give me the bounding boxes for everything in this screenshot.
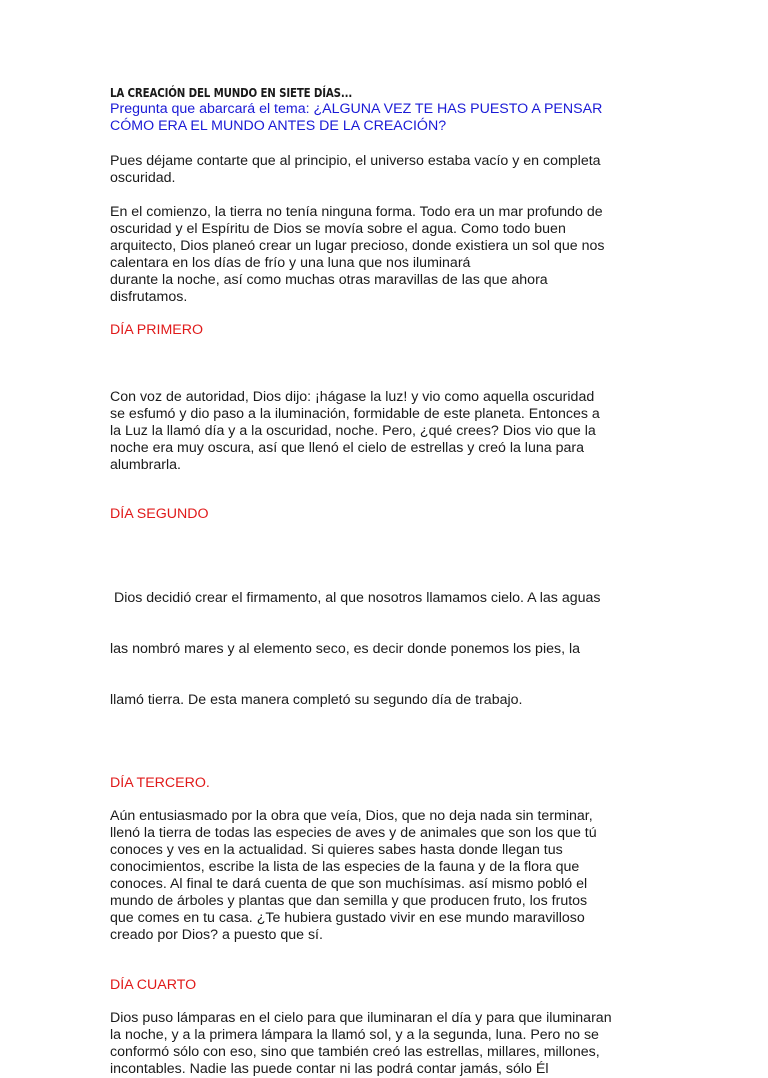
beginning-paragraph xyxy=(110,204,670,306)
text-line: En el comienzo, la tierra no tenía ninguna forma. Todo era un mar profundo de xyxy=(110,204,603,220)
day2-paragraph xyxy=(110,556,670,743)
text-line: arquitecto, Dios planeó crear un lugar precioso, donde existiera un sol que nos xyxy=(110,238,605,254)
document-page xyxy=(110,84,670,1078)
text-line: disfrutamos. xyxy=(110,289,188,305)
text-line: Con voz de autoridad, Dios dijo: ¡hágase la luz! y vio como aquella oscuridad xyxy=(110,389,595,405)
text-line: Dios decidió crear el firmamento, al que nosotros llamamos cielo. A las aguas xyxy=(110,590,601,606)
text-line: calentara en los días de frío y una luna que nos iluminará xyxy=(110,255,471,271)
text-line: noche era muy oscura, así que llenó el cielo de estrellas y creó la luna para xyxy=(110,440,584,456)
text-line: Aún entusiasmado por la obra que veía, Dios, que no deja nada sin terminar, xyxy=(110,808,593,824)
text-line: conoces. Al final te dará cuenta de que son muchísimas. así mismo pobló el xyxy=(110,876,588,892)
text-line: llenó la tierra de todas las especies de aves y de animales que son los que tú xyxy=(110,825,597,841)
text-line: mundo de árboles y plantas que dan semilla y que producen fruto, los frutos xyxy=(110,893,588,909)
text-line: llamó tierra. De esta manera completó su segundo día de trabajo. xyxy=(110,692,523,708)
text-line: durante la noche, así como muchas otras maravillas de las que ahora xyxy=(110,272,548,288)
text-line: creado por Dios? a puesto que sí. xyxy=(110,927,323,943)
text-line: conoces y ves en la actualidad. Si quieres sabes hasta donde llegan tus xyxy=(110,842,563,858)
text-line: la Luz la llamó día y a la oscuridad, noche. Pero, ¿qué crees? Dios vio que la xyxy=(110,423,596,439)
text-line: conocimientos, escribe la lista de las especies de la fauna y de la flora que xyxy=(110,859,580,875)
question-line: CÓMO ERA EL MUNDO ANTES DE LA CREACIÓN? xyxy=(110,118,447,134)
text-line: conformó sólo con eso, sino que también creó las estrellas, millares, millones, xyxy=(110,1044,600,1060)
text-line: Pues déjame contarte que al principio, el universo estaba vacío y en completa xyxy=(110,153,601,169)
text-line: oscuridad y el Espíritu de Dios se movía sobre el agua. Como todo buen xyxy=(110,221,566,237)
text-line: Dios puso lámparas en el cielo para que iluminaran el día y para que iluminaran xyxy=(110,1010,612,1026)
day4-paragraph xyxy=(110,1010,670,1078)
question-line: Pregunta que abarcará el tema: ¿ALGUNA VEZ TE HAS PUESTO A PENSAR xyxy=(110,101,603,117)
text-line: que comes en tu casa. ¿Te hubiera gustado vivir en ese mundo maravilloso xyxy=(110,910,585,926)
day4-heading: DÍA CUARTO xyxy=(110,977,197,993)
day1-heading: DÍA PRIMERO xyxy=(110,322,204,338)
text-line: oscuridad. xyxy=(110,170,176,186)
day1-paragraph xyxy=(110,389,670,474)
text-line: incontables. Nadie las puede contar ni las podrá contar jamás, sólo Él xyxy=(110,1061,549,1077)
document-title: LA CREACIÓN DEL MUNDO EN SIETE DÍAS... xyxy=(110,85,353,100)
text-line: la noche, y a la primera lámpara la llamó sol, y a la segunda, luna. Pero no se xyxy=(110,1027,599,1043)
day3-paragraph xyxy=(110,808,670,944)
text-line: se esfumó y dio paso a la iluminación, formidable de este planeta. Entonces a xyxy=(110,406,600,422)
text-line: las nombró mares y al elemento seco, es decir donde ponemos los pies, la xyxy=(110,641,581,657)
day2-heading: DÍA SEGUNDO xyxy=(110,506,209,522)
text-line: alumbrarla. xyxy=(110,457,181,473)
guiding-question xyxy=(110,101,670,135)
day3-heading: DÍA TERCERO. xyxy=(110,775,210,791)
intro-paragraph xyxy=(110,153,670,187)
